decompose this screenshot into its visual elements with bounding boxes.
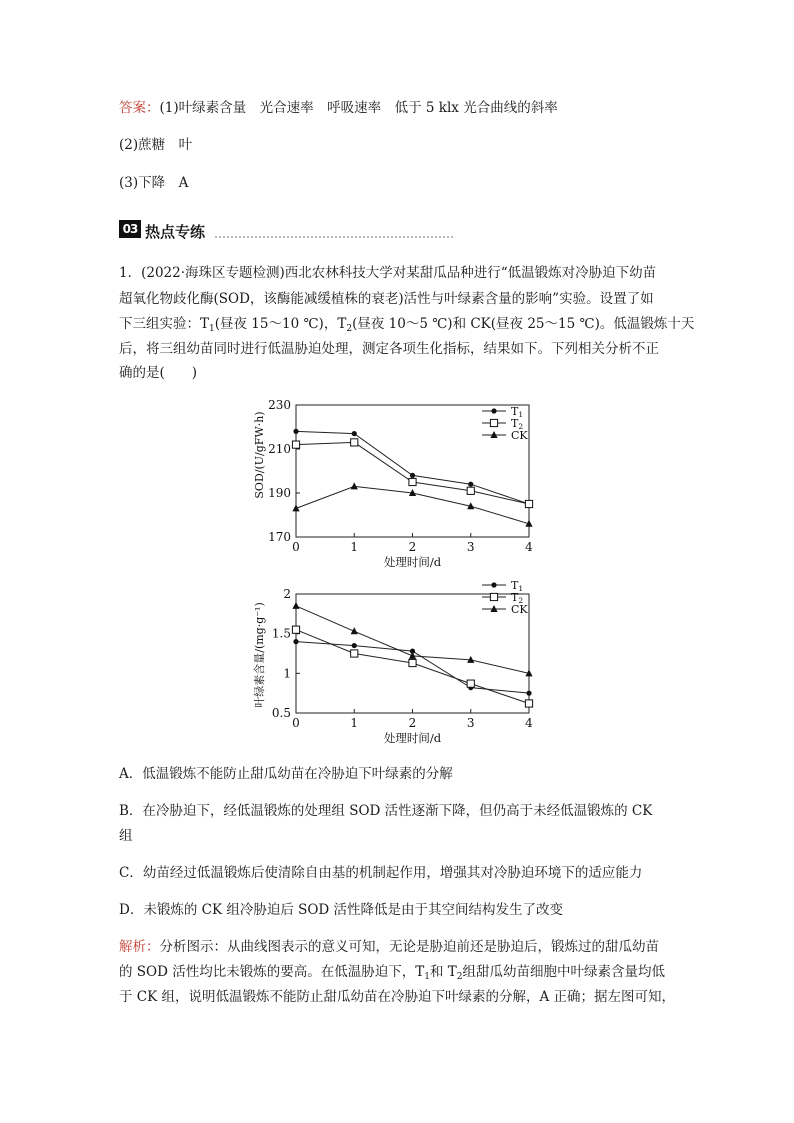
chart1-point-ck xyxy=(409,489,416,496)
answer-label: 答案： xyxy=(119,100,160,116)
question-line-3a: 下三组实验：T xyxy=(119,316,210,332)
question-line-4: 后，将三组幼苗同时进行低温胁迫处理，测定各项生化指标，结果如下。下列相关分析不正 xyxy=(119,341,659,357)
chart2-series-line-ck xyxy=(296,606,529,673)
chart2-point-t1 xyxy=(526,691,531,696)
answer-part-1: (1)叶绿素含量 光合速率 呼吸速率 低于 5 klx 光合曲线的斜率 xyxy=(159,100,558,116)
chart2-legend-marker-t2 xyxy=(490,593,497,600)
chart1-legend-label-t1: T1 xyxy=(511,405,524,419)
chart1-x-tick-label: 3 xyxy=(466,540,475,554)
chart1-legend-marker-t2 xyxy=(490,419,497,426)
chart2-legend-label-t2: T2 xyxy=(511,591,524,605)
chart1-series-line-t1 xyxy=(296,431,529,504)
chart2-point-t2 xyxy=(467,680,474,687)
chart1-legend-marker-ck xyxy=(490,431,497,438)
chart1-point-t1 xyxy=(352,431,357,436)
chart2-y-axis-title: 叶绿素含量/(mg·g⁻¹) xyxy=(253,602,266,708)
chart2-x-axis-title: 处理时间/d xyxy=(383,731,442,745)
chart2-legend-label-t1: T1 xyxy=(511,579,524,593)
question-line-5: 确的是( ) xyxy=(119,365,198,381)
chart2-x-tick-label: 0 xyxy=(292,716,300,730)
analysis-line-3: 于 CK 组，说明低温锻炼不能防止甜瓜幼苗在冷胁迫下叶绿素的分解，A 正确；据左图可知， xyxy=(119,989,676,1005)
chart1-y-axis-title: SOD/(U/gFW·h) xyxy=(253,411,266,499)
chart2-legend-label-ck: CK xyxy=(511,603,528,616)
chart1-x-tick-label: 1 xyxy=(350,540,359,554)
section-divider xyxy=(215,236,453,238)
chart1-point-t1 xyxy=(468,482,473,487)
chart2-point-t1 xyxy=(468,685,473,690)
chart1-point-t1 xyxy=(526,501,531,506)
chart1-point-t1 xyxy=(410,473,415,478)
analysis-line-2a: 的 SOD 活性均比未锻炼的要高。在低温胁迫下，T xyxy=(119,964,425,980)
analysis-line-2 xyxy=(119,966,665,982)
chart1-x-axis-title: 处理时间/d xyxy=(383,555,442,569)
answer-line-2: (2)蔗糖 叶 xyxy=(119,137,193,153)
chart2-series-line-t1 xyxy=(296,642,529,694)
chart1-x-tick-label: 4 xyxy=(525,540,533,554)
option-c: C．幼苗经过低温锻炼后使清除自由基的机制起作用，增强其对冷胁迫环境下的适应能力 xyxy=(119,865,643,881)
chart1-point-ck xyxy=(525,520,532,527)
chart2-point-t1 xyxy=(410,649,415,654)
chart2-point-ck xyxy=(409,652,416,659)
analysis-line-2b: 和 T xyxy=(429,964,457,980)
chart2-point-ck xyxy=(351,627,358,634)
chart1-point-t2 xyxy=(467,487,474,494)
option-a: A．低温锻炼不能防止甜瓜幼苗在冷胁迫下叶绿素的分解 xyxy=(119,766,453,782)
chart2-y-tick-label: 2 xyxy=(283,587,291,601)
section-header xyxy=(119,220,453,240)
answer-line-1 xyxy=(119,102,558,116)
analysis-part-1: 分析图示：从曲线图表示的意义可知，无论是胁迫前还是胁迫后，锻炼过的甜瓜幼苗 xyxy=(159,939,659,955)
chart2-point-t2 xyxy=(525,700,532,707)
chart1-plot-frame xyxy=(296,405,529,537)
section-title: 热点专练 xyxy=(145,223,206,241)
question-line-3c: (昼夜 10～5 ℃)和 CK(昼夜 25～15 ℃)。低温锻炼十天 xyxy=(352,316,695,332)
chart1-legend-label-ck: CK xyxy=(511,429,528,442)
chart2-point-ck xyxy=(525,669,532,676)
chart2-point-t1 xyxy=(293,639,298,644)
question-sub-1: 1 xyxy=(209,324,215,334)
chart1-legend-marker-t1 xyxy=(491,408,496,413)
chart2-legend-marker-t1 xyxy=(491,582,496,587)
chart2-point-t2 xyxy=(351,650,358,657)
chart1-x-tick-label: 0 xyxy=(292,540,300,554)
chart2-series-line-t2 xyxy=(296,630,529,704)
analysis-line-1 xyxy=(119,941,659,955)
chart2-point-t2 xyxy=(292,626,299,633)
question-line-3 xyxy=(119,318,694,334)
chart2-point-t1 xyxy=(352,643,357,648)
analysis-label: 解析： xyxy=(119,939,160,955)
question-line-3b: (昼夜 15～10 ℃)，T xyxy=(214,316,347,332)
chart1-point-t2 xyxy=(525,500,532,507)
option-b-line-2: 组 xyxy=(119,828,133,844)
question-line-1: 1．(2022·海珠区专题检测)西北农林科技大学对某甜瓜品种进行“低温锻炼对冷胁迫下幼苗 xyxy=(119,265,657,281)
chart1-point-ck xyxy=(292,504,299,511)
section-badge: 03 xyxy=(119,220,141,238)
chart1-point-t2 xyxy=(351,439,358,446)
chart2-y-tick-label: 0.5 xyxy=(271,706,291,720)
chart1-point-t2 xyxy=(292,441,299,448)
chart2-x-tick-label: 2 xyxy=(408,716,417,730)
question-line-2: 超氧化物歧化酶(SOD，该酶能减缓植株的衰老)活性与叶绿素含量的影响”实验。设置了如 xyxy=(119,291,654,307)
chart1-point-t2 xyxy=(409,478,416,485)
option-d: D．未锻炼的 CK 组冷胁迫后 SOD 活性降低是由于其空间结构发生了改变 xyxy=(119,902,564,918)
analysis-sub-1: 1 xyxy=(424,972,430,982)
chart1-point-t1 xyxy=(293,429,298,434)
chart1-y-tick-label: 230 xyxy=(268,398,291,412)
analysis-line-2c: 组甜瓜幼苗细胞中叶绿素含量均低 xyxy=(462,964,665,980)
chart2-legend-marker-ck xyxy=(490,605,497,612)
chart1-y-tick-label: 210 xyxy=(268,442,291,456)
chart1-y-tick-label: 190 xyxy=(268,486,291,500)
chart2-y-tick-label: 1.5 xyxy=(271,626,291,641)
chart2-point-t2 xyxy=(409,659,416,666)
chart1-point-ck xyxy=(467,502,474,509)
chart2-x-tick-label: 4 xyxy=(525,716,533,730)
chart2-plot-frame xyxy=(296,594,529,713)
chart1-series-line-t2 xyxy=(296,442,529,504)
chart1-x-tick-label: 2 xyxy=(408,540,417,554)
answer-line-3: (3)下降 A xyxy=(119,175,189,191)
question-sub-2: 2 xyxy=(346,324,353,334)
chart1-point-ck xyxy=(351,482,358,489)
option-b-line-1: B．在冷胁迫下，经低温锻炼的处理组 SOD 活性逐渐下降，但仍高于未经低温锻炼的 CK xyxy=(119,803,653,819)
chart2-point-ck xyxy=(292,602,299,609)
chart2-x-tick-label: 3 xyxy=(466,716,475,730)
analysis-sub-2: 2 xyxy=(456,972,463,982)
chart1-y-tick-label: 170 xyxy=(268,530,291,544)
chart2-point-ck xyxy=(467,656,474,663)
chart2-x-tick-label: 1 xyxy=(350,716,359,730)
chart2-y-tick-label: 1 xyxy=(283,666,291,681)
chart1-legend-label-t2: T2 xyxy=(511,417,524,431)
chart1-series-line-ck xyxy=(296,486,529,523)
